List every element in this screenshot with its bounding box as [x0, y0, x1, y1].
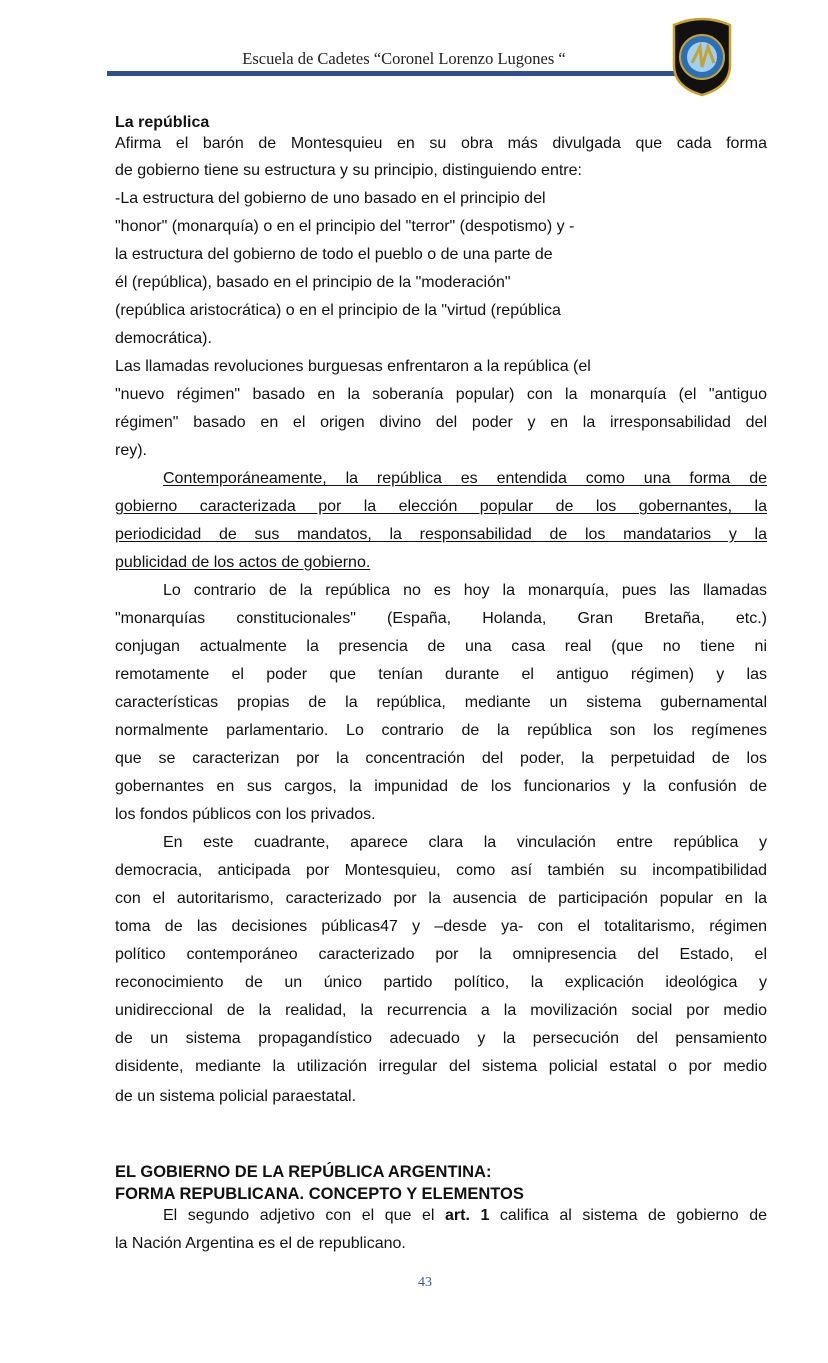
text-segment: -La estructura del gobierno de uno basado en el principio del [115, 190, 546, 207]
text-segment: democracia, anticipada por Montesquieu, como así también su incompatibilidad [115, 862, 767, 879]
text-line [115, 245, 767, 265]
text-line [115, 609, 767, 629]
text-segment: la Nación Argentina es el de republicano. [115, 1235, 406, 1252]
text-segment: Las llamadas revoluciones burguesas enfrentaron a la república (el [115, 358, 591, 375]
text-segment: EL GOBIERNO DE LA REPÚBLICA ARGENTINA: [115, 1163, 492, 1181]
text-line [115, 1057, 767, 1077]
section-heading [115, 113, 767, 133]
text-line [115, 665, 767, 685]
text-segment: El segundo adjetivo con el que el [163, 1207, 445, 1224]
text-line [115, 945, 767, 965]
text-line [115, 693, 767, 713]
text-line [163, 833, 767, 853]
text-segment: Lo contrario de la república no es hoy la monarquía, pues las llamadas [163, 582, 767, 599]
text-line [115, 1001, 767, 1021]
text-segment: régimen" basado en el origen divino del poder y en la irresponsabilidad del [115, 414, 767, 431]
text-line [115, 889, 767, 909]
text-segment: periodicidad de sus mandatos, la responsabilidad de los mandatarios y la [115, 526, 767, 543]
text-segment: La república [115, 114, 210, 131]
text-segment: unidireccional de la realidad, la recurrencia a la movilización social por medio [115, 1002, 767, 1019]
text-line [115, 777, 767, 797]
text-segment: gobierno caracterizada por la elección popular de los gobernantes, la [115, 498, 767, 515]
text-segment: los fondos públicos con los privados. [115, 806, 376, 823]
text-line [115, 189, 767, 209]
text-segment: reconocimiento de un único partido político, la explicación ideológica y [115, 974, 767, 991]
text-segment: califica al sistema de gobierno de [489, 1207, 767, 1224]
text-line [115, 917, 767, 937]
text-segment: En este cuadrante, aparece clara la vinculación entre república y [163, 834, 767, 851]
header-rule [107, 71, 677, 76]
text-line [115, 273, 767, 293]
text-segment: "honor" (monarquía) o en el principio del "terror" (despotismo) y - [115, 218, 575, 235]
bold-text: art. 1 [445, 1207, 490, 1224]
text-segment: "monarquías constitucionales" (España, Holanda, Gran Bretaña, etc.) [115, 610, 767, 627]
text-segment: (república aristocrática) o en el principio de la "virtud (república [115, 302, 561, 319]
text-line [115, 749, 767, 769]
text-line [163, 1206, 767, 1226]
text-segment: la estructura del gobierno de todo el pueblo o de una parte de [115, 246, 553, 263]
text-segment: político contemporáneo caracterizado por la omnipresencia del Estado, el [115, 946, 767, 963]
text-line [115, 134, 767, 154]
text-segment: con el autoritarismo, caracterizado por la ausencia de participación popular en la [115, 890, 767, 907]
text-segment: conjugan actualmente la presencia de una casa real (que no tiene ni [115, 638, 767, 655]
text-line [115, 525, 767, 545]
page-number: 43 [418, 1275, 432, 1290]
text-segment: disidente, mediante la utilización irregular del sistema policial estatal o por medio [115, 1058, 767, 1075]
text-line [115, 385, 767, 405]
text-segment: características propias de la república, mediante un sistema gubernamental [115, 694, 767, 711]
text-line [115, 329, 767, 349]
section-heading [115, 1162, 767, 1182]
text-line [115, 1087, 767, 1107]
header-title: Escuela de Cadetes “Coronel Lorenzo Lugones “ [242, 49, 566, 68]
text-segment: de gobierno tiene su estructura y su principio, distinguiendo entre: [115, 162, 582, 179]
text-line [115, 1029, 767, 1049]
text-segment: Afirma el barón de Montesquieu en su obra más divulgada que cada forma [115, 135, 767, 152]
text-segment: normalmente parlamentario. Lo contrario de la república son los regímenes [115, 722, 767, 739]
text-line [115, 217, 767, 237]
text-line [115, 861, 767, 881]
text-segment: toma de las decisiones públicas47 y –desde ya- con el totalitarismo, régimen [115, 918, 767, 935]
text-line [115, 301, 767, 321]
text-line [163, 469, 767, 489]
text-line [115, 721, 767, 741]
text-line [115, 1234, 767, 1254]
text-segment: "nuevo régimen" basado en la soberanía popular) con la monarquía (el "antiguo [115, 386, 767, 403]
text-line [115, 805, 767, 825]
text-line [115, 553, 767, 573]
text-line [115, 161, 767, 181]
text-line [115, 973, 767, 993]
text-line [115, 357, 767, 377]
text-line [115, 441, 767, 461]
text-segment: publicidad de los actos de gobierno. [115, 554, 371, 571]
text-line [115, 497, 767, 517]
text-segment: remotamente el poder que tenían durante el antiguo régimen) y las [115, 666, 767, 683]
text-segment: rey). [115, 442, 147, 459]
text-segment: gobernantes en sus cargos, la impunidad de los funcionarios y la confusión de [115, 778, 767, 795]
school-crest-logo [670, 17, 734, 97]
section-heading [115, 1184, 767, 1204]
text-line [115, 413, 767, 433]
text-line [115, 637, 767, 657]
text-segment: FORMA REPUBLICANA. CONCEPTO Y ELEMENTOS [115, 1185, 524, 1203]
text-segment: él (república), basado en el principio de la "moderación" [115, 274, 511, 291]
text-line [163, 581, 767, 601]
text-segment: que se caracterizan por la concentración del poder, la perpetuidad de los [115, 750, 767, 767]
text-segment: democrática). [115, 330, 212, 347]
text-segment: de un sistema policial paraestatal. [115, 1088, 357, 1105]
text-segment: Contemporáneamente, la república es entendida como una forma de [163, 470, 767, 487]
text-segment: de un sistema propagandístico adecuado y la persecución del pensamiento [115, 1030, 767, 1047]
